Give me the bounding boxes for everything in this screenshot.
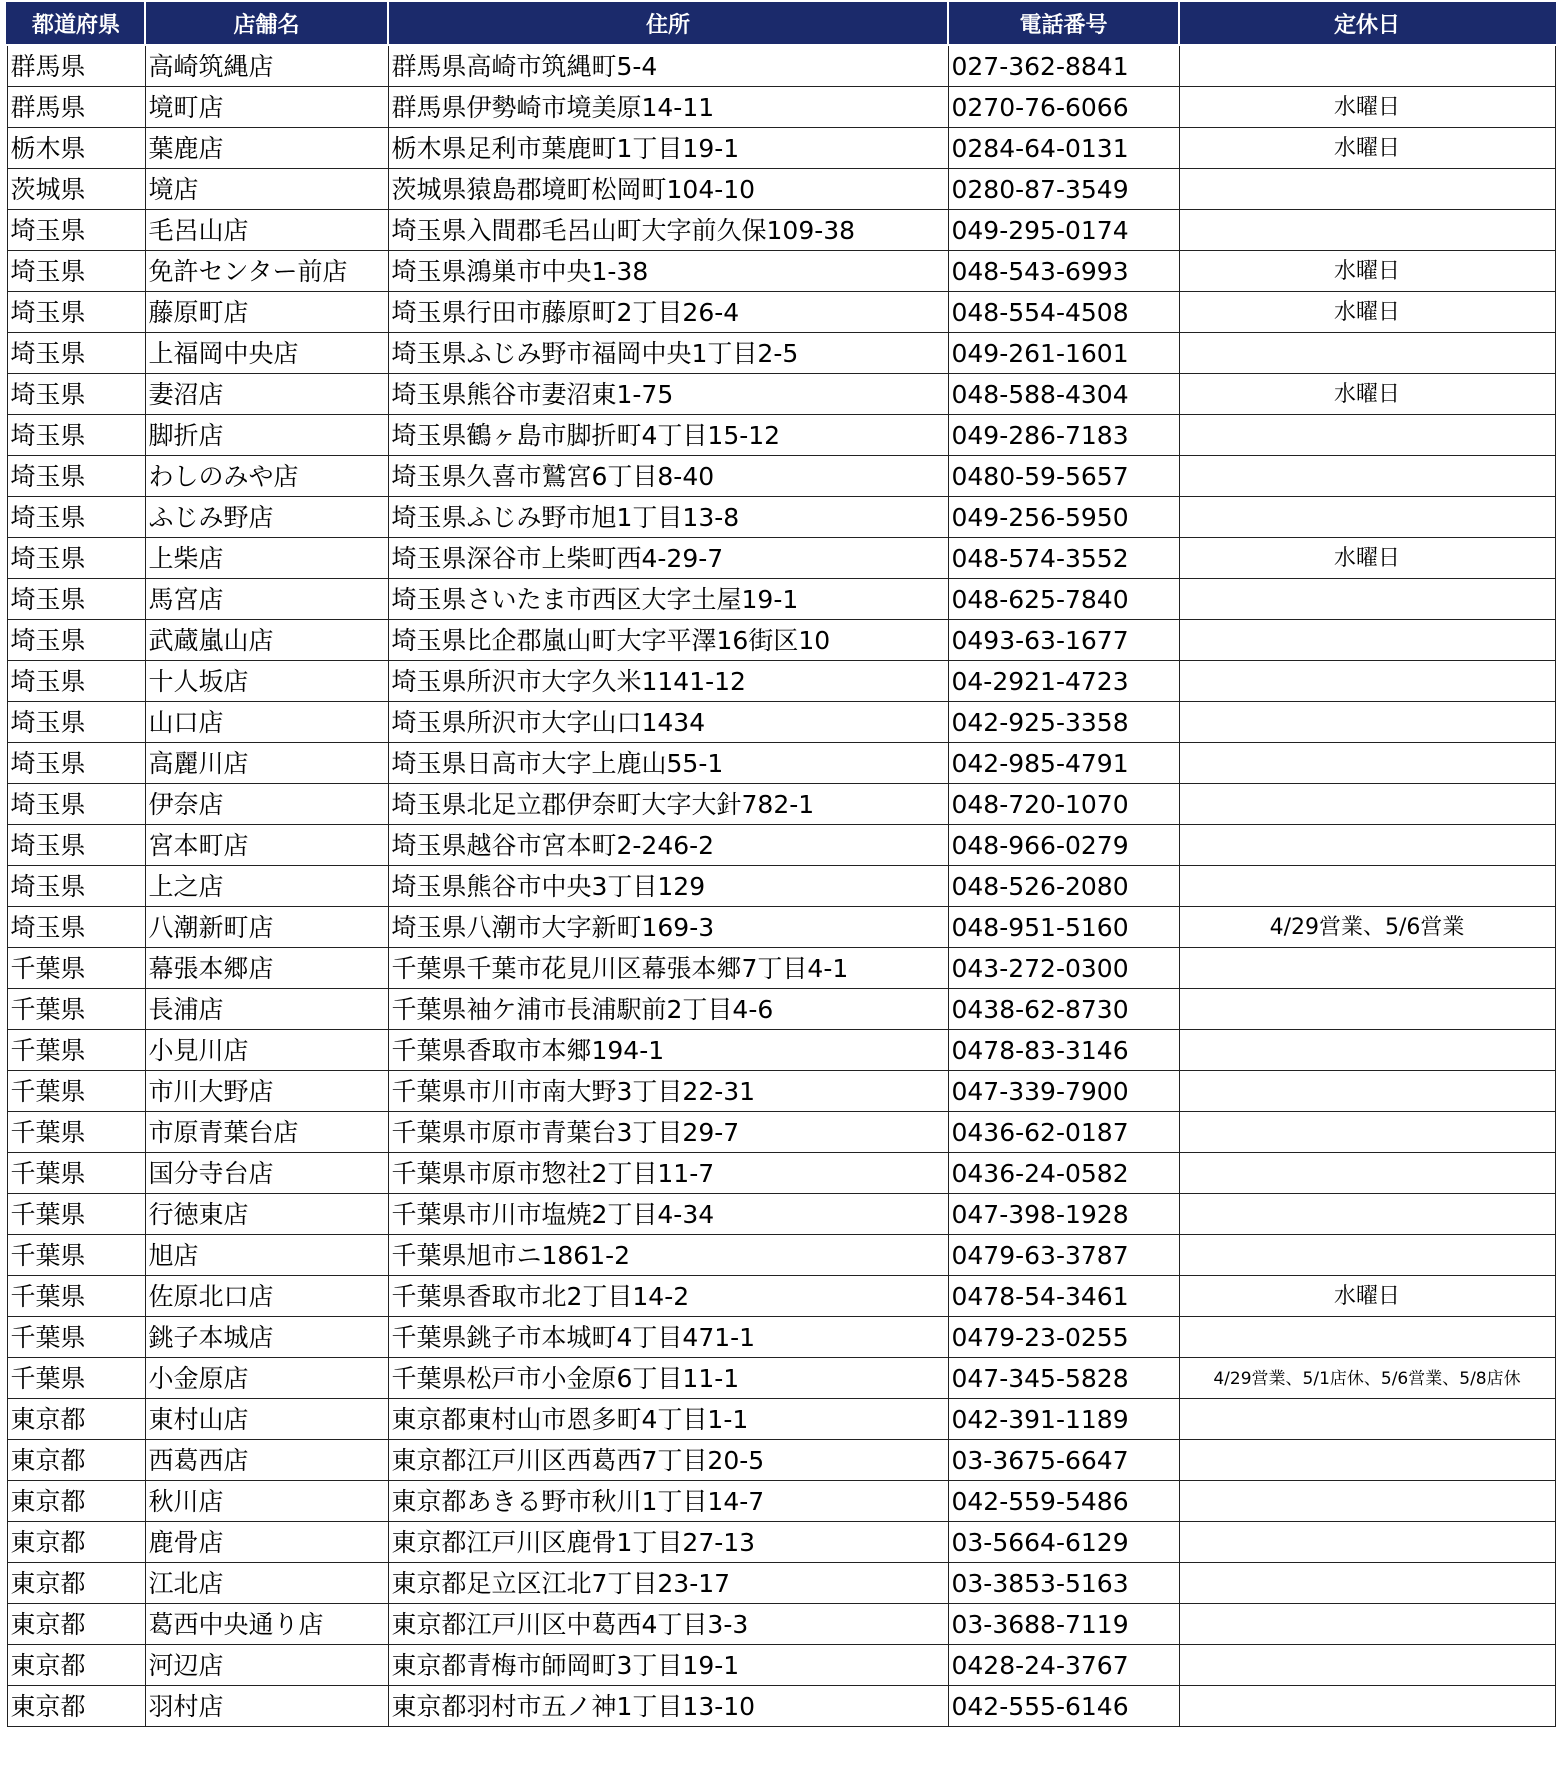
prefecture-cell: 埼玉県: [7, 374, 145, 415]
table-row: [7, 169, 1555, 210]
phone-cell: 0478-54-3461: [948, 1276, 1179, 1317]
address-cell: 千葉県市原市惣社2丁目11-7: [388, 1153, 948, 1194]
store-name-cell: 山口店: [145, 702, 388, 743]
address-cell: 千葉県銚子市本城町4丁目471-1: [388, 1317, 948, 1358]
prefecture-cell: 埼玉県: [7, 620, 145, 661]
table-row: [7, 784, 1555, 825]
address-cell: 千葉県香取市本郷194-1: [388, 1030, 948, 1071]
address-cell: 千葉県市原市青葉台3丁目29-7: [388, 1112, 948, 1153]
address-cell: 埼玉県八潮市大字新町169-3: [388, 907, 948, 948]
store-table: [6, 2, 1556, 1727]
store-name-cell: 葉鹿店: [145, 128, 388, 169]
store-table-body: [7, 45, 1555, 1727]
table-row: [7, 1686, 1555, 1727]
store-name-cell: 幕張本郷店: [145, 948, 388, 989]
phone-cell: 0480-59-5657: [948, 456, 1179, 497]
table-row: [7, 661, 1555, 702]
address-cell: 埼玉県熊谷市中央3丁目129: [388, 866, 948, 907]
store-name-cell: 小見川店: [145, 1030, 388, 1071]
address-cell: 千葉県旭市ニ1861-2: [388, 1235, 948, 1276]
prefecture-cell: 埼玉県: [7, 415, 145, 456]
phone-cell: 048-574-3552: [948, 538, 1179, 579]
holiday-cell: [1179, 1645, 1555, 1686]
phone-cell: 0284-64-0131: [948, 128, 1179, 169]
address-cell: 群馬県伊勢崎市境美原14-11: [388, 87, 948, 128]
table-row: [7, 1235, 1555, 1276]
table-row: [7, 1112, 1555, 1153]
holiday-cell: [1179, 620, 1555, 661]
holiday-cell: [1179, 1112, 1555, 1153]
table-row: [7, 128, 1555, 169]
holiday-cell: [1179, 1522, 1555, 1563]
holiday-cell: 水曜日: [1179, 292, 1555, 333]
address-cell: 千葉県市川市塩焼2丁目4-34: [388, 1194, 948, 1235]
prefecture-cell: 埼玉県: [7, 251, 145, 292]
header-holiday: 定休日: [1179, 2, 1555, 45]
prefecture-cell: 群馬県: [7, 87, 145, 128]
address-cell: 埼玉県日高市大字上鹿山55-1: [388, 743, 948, 784]
phone-cell: 042-391-1189: [948, 1399, 1179, 1440]
store-name-cell: 高崎筑縄店: [145, 45, 388, 87]
phone-cell: 048-588-4304: [948, 374, 1179, 415]
prefecture-cell: 千葉県: [7, 1358, 145, 1399]
phone-cell: 048-720-1070: [948, 784, 1179, 825]
store-name-cell: 武蔵嵐山店: [145, 620, 388, 661]
phone-cell: 049-256-5950: [948, 497, 1179, 538]
phone-cell: 048-554-4508: [948, 292, 1179, 333]
store-name-cell: 羽村店: [145, 1686, 388, 1727]
holiday-cell: [1179, 497, 1555, 538]
store-name-cell: 上福岡中央店: [145, 333, 388, 374]
table-row: [7, 497, 1555, 538]
holiday-cell: [1179, 989, 1555, 1030]
store-name-cell: 高麗川店: [145, 743, 388, 784]
store-name-cell: 鹿骨店: [145, 1522, 388, 1563]
address-cell: 千葉県香取市北2丁目14-2: [388, 1276, 948, 1317]
phone-cell: 0479-63-3787: [948, 1235, 1179, 1276]
holiday-cell: [1179, 1399, 1555, 1440]
address-cell: 千葉県袖ケ浦市長浦駅前2丁目4-6: [388, 989, 948, 1030]
store-name-cell: 十人坂店: [145, 661, 388, 702]
store-name-cell: 市原青葉台店: [145, 1112, 388, 1153]
table-row: [7, 1317, 1555, 1358]
address-cell: 埼玉県越谷市宮本町2-246-2: [388, 825, 948, 866]
phone-cell: 048-543-6993: [948, 251, 1179, 292]
prefecture-cell: 東京都: [7, 1440, 145, 1481]
header-row: [7, 2, 1555, 45]
prefecture-cell: 栃木県: [7, 128, 145, 169]
phone-cell: 049-286-7183: [948, 415, 1179, 456]
address-cell: 埼玉県熊谷市妻沼東1-75: [388, 374, 948, 415]
prefecture-cell: 埼玉県: [7, 743, 145, 784]
store-name-cell: 伊奈店: [145, 784, 388, 825]
holiday-cell: [1179, 415, 1555, 456]
table-row: [7, 87, 1555, 128]
store-name-cell: 旭店: [145, 1235, 388, 1276]
prefecture-cell: 東京都: [7, 1481, 145, 1522]
holiday-cell: 水曜日: [1179, 374, 1555, 415]
table-row: [7, 1645, 1555, 1686]
prefecture-cell: 千葉県: [7, 948, 145, 989]
prefecture-cell: 千葉県: [7, 989, 145, 1030]
holiday-cell: [1179, 1317, 1555, 1358]
holiday-cell: [1179, 169, 1555, 210]
header-store-name: 店舗名: [145, 2, 388, 45]
table-row: [7, 456, 1555, 497]
store-name-cell: 上之店: [145, 866, 388, 907]
holiday-cell: [1179, 45, 1555, 87]
table-row: [7, 1030, 1555, 1071]
store-name-cell: 馬宮店: [145, 579, 388, 620]
store-name-cell: 上柴店: [145, 538, 388, 579]
phone-cell: 049-261-1601: [948, 333, 1179, 374]
phone-cell: 042-559-5486: [948, 1481, 1179, 1522]
store-name-cell: 境店: [145, 169, 388, 210]
holiday-cell: [1179, 1563, 1555, 1604]
prefecture-cell: 埼玉県: [7, 538, 145, 579]
phone-cell: 0436-62-0187: [948, 1112, 1179, 1153]
prefecture-cell: 東京都: [7, 1604, 145, 1645]
header-prefecture: 都道府県: [7, 2, 145, 45]
store-name-cell: 秋川店: [145, 1481, 388, 1522]
holiday-cell: 水曜日: [1179, 128, 1555, 169]
holiday-cell: [1179, 210, 1555, 251]
table-row: [7, 1276, 1555, 1317]
holiday-cell: [1179, 1686, 1555, 1727]
address-cell: 栃木県足利市葉鹿町1丁目19-1: [388, 128, 948, 169]
table-row: [7, 989, 1555, 1030]
holiday-cell: [1179, 661, 1555, 702]
prefecture-cell: 埼玉県: [7, 456, 145, 497]
prefecture-cell: 千葉県: [7, 1071, 145, 1112]
store-name-cell: 西葛西店: [145, 1440, 388, 1481]
prefecture-cell: 埼玉県: [7, 497, 145, 538]
table-row: [7, 45, 1555, 87]
prefecture-cell: 千葉県: [7, 1194, 145, 1235]
holiday-cell: [1179, 948, 1555, 989]
store-name-cell: 小金原店: [145, 1358, 388, 1399]
phone-cell: 0280-87-3549: [948, 169, 1179, 210]
prefecture-cell: 東京都: [7, 1645, 145, 1686]
address-cell: 東京都東村山市恩多町4丁目1-1: [388, 1399, 948, 1440]
store-name-cell: 市川大野店: [145, 1071, 388, 1112]
store-name-cell: 藤原町店: [145, 292, 388, 333]
holiday-cell: [1179, 1071, 1555, 1112]
store-name-cell: 行徳東店: [145, 1194, 388, 1235]
address-cell: 埼玉県さいたま市西区大字土屋19-1: [388, 579, 948, 620]
prefecture-cell: 千葉県: [7, 1030, 145, 1071]
phone-cell: 047-398-1928: [948, 1194, 1179, 1235]
holiday-cell: [1179, 1481, 1555, 1522]
holiday-cell: 水曜日: [1179, 538, 1555, 579]
store-name-cell: 毛呂山店: [145, 210, 388, 251]
address-cell: 埼玉県行田市藤原町2丁目26-4: [388, 292, 948, 333]
holiday-cell: [1179, 456, 1555, 497]
table-row: [7, 702, 1555, 743]
phone-cell: 042-555-6146: [948, 1686, 1179, 1727]
table-row: [7, 415, 1555, 456]
address-cell: 東京都江戸川区中葛西4丁目3-3: [388, 1604, 948, 1645]
phone-cell: 0438-62-8730: [948, 989, 1179, 1030]
prefecture-cell: 群馬県: [7, 45, 145, 87]
table-row: [7, 1194, 1555, 1235]
holiday-cell: [1179, 866, 1555, 907]
address-cell: 千葉県市川市南大野3丁目22-31: [388, 1071, 948, 1112]
prefecture-cell: 千葉県: [7, 1153, 145, 1194]
table-row: [7, 1563, 1555, 1604]
phone-cell: 043-272-0300: [948, 948, 1179, 989]
prefecture-cell: 千葉県: [7, 1112, 145, 1153]
table-row: [7, 1358, 1555, 1399]
phone-cell: 0270-76-6066: [948, 87, 1179, 128]
table-row: [7, 1604, 1555, 1645]
store-name-cell: 免許センター前店: [145, 251, 388, 292]
table-row: [7, 1399, 1555, 1440]
phone-cell: 03-3675-6647: [948, 1440, 1179, 1481]
phone-cell: 03-3853-5163: [948, 1563, 1179, 1604]
table-row: [7, 866, 1555, 907]
table-row: [7, 1440, 1555, 1481]
prefecture-cell: 埼玉県: [7, 702, 145, 743]
store-name-cell: 葛西中央通り店: [145, 1604, 388, 1645]
table-row: [7, 907, 1555, 948]
table-row: [7, 579, 1555, 620]
prefecture-cell: 埼玉県: [7, 907, 145, 948]
phone-cell: 048-526-2080: [948, 866, 1179, 907]
phone-cell: 048-625-7840: [948, 579, 1179, 620]
prefecture-cell: 東京都: [7, 1399, 145, 1440]
store-name-cell: 江北店: [145, 1563, 388, 1604]
holiday-cell: [1179, 579, 1555, 620]
store-name-cell: 国分寺台店: [145, 1153, 388, 1194]
holiday-cell: 水曜日: [1179, 87, 1555, 128]
table-row: [7, 333, 1555, 374]
phone-cell: 03-5664-6129: [948, 1522, 1179, 1563]
address-cell: 東京都江戸川区西葛西7丁目20-5: [388, 1440, 948, 1481]
store-name-cell: 妻沼店: [145, 374, 388, 415]
store-name-cell: 宮本町店: [145, 825, 388, 866]
address-cell: 埼玉県入間郡毛呂山町大字前久保109-38: [388, 210, 948, 251]
table-row: [7, 825, 1555, 866]
holiday-cell: [1179, 333, 1555, 374]
table-row: [7, 1071, 1555, 1112]
prefecture-cell: 埼玉県: [7, 784, 145, 825]
store-name-cell: 銚子本城店: [145, 1317, 388, 1358]
prefecture-cell: 千葉県: [7, 1276, 145, 1317]
holiday-cell: [1179, 825, 1555, 866]
prefecture-cell: 東京都: [7, 1522, 145, 1563]
store-name-cell: 八潮新町店: [145, 907, 388, 948]
table-row: [7, 1153, 1555, 1194]
store-name-cell: 佐原北口店: [145, 1276, 388, 1317]
holiday-cell: [1179, 702, 1555, 743]
address-cell: 群馬県高崎市筑縄町5-4: [388, 45, 948, 87]
address-cell: 東京都あきる野市秋川1丁目14-7: [388, 1481, 948, 1522]
holiday-cell: [1179, 1604, 1555, 1645]
prefecture-cell: 埼玉県: [7, 661, 145, 702]
header-address: 住所: [388, 2, 948, 45]
address-cell: 東京都青梅市師岡町3丁目19-1: [388, 1645, 948, 1686]
holiday-cell: 4/29営業、5/6営業: [1179, 907, 1555, 948]
holiday-cell: [1179, 1440, 1555, 1481]
address-cell: 埼玉県ふじみ野市旭1丁目13-8: [388, 497, 948, 538]
address-cell: 埼玉県北足立郡伊奈町大字大針782-1: [388, 784, 948, 825]
address-cell: 埼玉県所沢市大字山口1434: [388, 702, 948, 743]
address-cell: 東京都足立区江北7丁目23-17: [388, 1563, 948, 1604]
phone-cell: 042-985-4791: [948, 743, 1179, 784]
prefecture-cell: 埼玉県: [7, 825, 145, 866]
prefecture-cell: 千葉県: [7, 1235, 145, 1276]
holiday-cell: 水曜日: [1179, 251, 1555, 292]
phone-cell: 0479-23-0255: [948, 1317, 1179, 1358]
address-cell: 埼玉県ふじみ野市福岡中央1丁目2-5: [388, 333, 948, 374]
table-row: [7, 1522, 1555, 1563]
address-cell: 茨城県猿島郡境町松岡町104-10: [388, 169, 948, 210]
holiday-cell: [1179, 1194, 1555, 1235]
address-cell: 埼玉県鴻巣市中央1-38: [388, 251, 948, 292]
table-row: [7, 620, 1555, 661]
table-row: [7, 292, 1555, 333]
table-row: [7, 251, 1555, 292]
phone-cell: 047-339-7900: [948, 1071, 1179, 1112]
address-cell: 東京都羽村市五ノ神1丁目13-10: [388, 1686, 948, 1727]
holiday-cell: 4/29営業、5/1店休、5/6営業、5/8店休: [1179, 1358, 1555, 1399]
phone-cell: 03-3688-7119: [948, 1604, 1179, 1645]
address-cell: 埼玉県深谷市上柴町西4-29-7: [388, 538, 948, 579]
phone-cell: 048-966-0279: [948, 825, 1179, 866]
address-cell: 埼玉県鶴ヶ島市脚折町4丁目15-12: [388, 415, 948, 456]
phone-cell: 0493-63-1677: [948, 620, 1179, 661]
table-row: [7, 538, 1555, 579]
prefecture-cell: 埼玉県: [7, 579, 145, 620]
table-row: [7, 374, 1555, 415]
holiday-cell: [1179, 1153, 1555, 1194]
holiday-cell: 水曜日: [1179, 1276, 1555, 1317]
prefecture-cell: 東京都: [7, 1563, 145, 1604]
phone-cell: 042-925-3358: [948, 702, 1179, 743]
address-cell: 東京都江戸川区鹿骨1丁目27-13: [388, 1522, 948, 1563]
prefecture-cell: 埼玉県: [7, 210, 145, 251]
address-cell: 千葉県千葉市花見川区幕張本郷7丁目4-1: [388, 948, 948, 989]
address-cell: 埼玉県久喜市鷲宮6丁目8-40: [388, 456, 948, 497]
address-cell: 埼玉県所沢市大字久米1141-12: [388, 661, 948, 702]
holiday-cell: [1179, 1030, 1555, 1071]
store-name-cell: 境町店: [145, 87, 388, 128]
store-name-cell: 脚折店: [145, 415, 388, 456]
table-row: [7, 743, 1555, 784]
prefecture-cell: 埼玉県: [7, 866, 145, 907]
prefecture-cell: 千葉県: [7, 1317, 145, 1358]
phone-cell: 049-295-0174: [948, 210, 1179, 251]
phone-cell: 047-345-5828: [948, 1358, 1179, 1399]
prefecture-cell: 東京都: [7, 1686, 145, 1727]
prefecture-cell: 埼玉県: [7, 292, 145, 333]
phone-cell: 048-951-5160: [948, 907, 1179, 948]
table-row: [7, 1481, 1555, 1522]
store-name-cell: 長浦店: [145, 989, 388, 1030]
holiday-cell: [1179, 743, 1555, 784]
store-name-cell: 河辺店: [145, 1645, 388, 1686]
phone-cell: 027-362-8841: [948, 45, 1179, 87]
store-name-cell: ふじみ野店: [145, 497, 388, 538]
phone-cell: 0436-24-0582: [948, 1153, 1179, 1194]
header-phone: 電話番号: [948, 2, 1179, 45]
address-cell: 千葉県松戸市小金原6丁目11-1: [388, 1358, 948, 1399]
store-name-cell: 東村山店: [145, 1399, 388, 1440]
holiday-cell: [1179, 1235, 1555, 1276]
table-row: [7, 210, 1555, 251]
store-name-cell: わしのみや店: [145, 456, 388, 497]
phone-cell: 04-2921-4723: [948, 661, 1179, 702]
prefecture-cell: 茨城県: [7, 169, 145, 210]
address-cell: 埼玉県比企郡嵐山町大字平澤16街区10: [388, 620, 948, 661]
phone-cell: 0428-24-3767: [948, 1645, 1179, 1686]
phone-cell: 0478-83-3146: [948, 1030, 1179, 1071]
table-row: [7, 948, 1555, 989]
holiday-cell: [1179, 784, 1555, 825]
prefecture-cell: 埼玉県: [7, 333, 145, 374]
